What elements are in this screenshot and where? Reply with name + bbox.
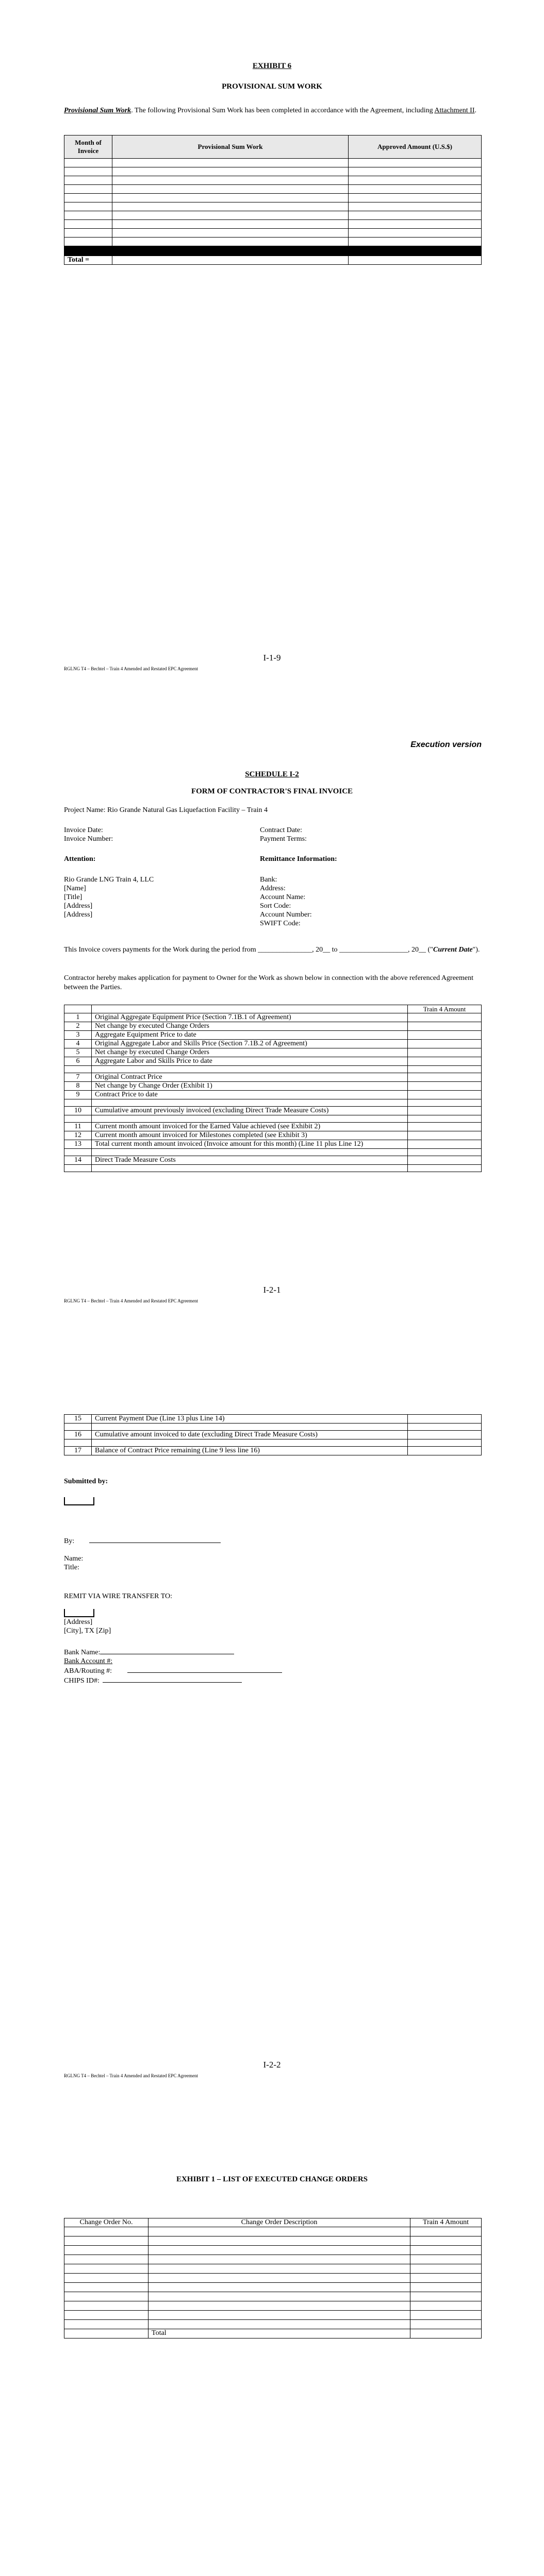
table-row: [64, 1031, 482, 1040]
table-row: [64, 1131, 482, 1140]
execution-version: Execution version: [410, 740, 482, 749]
table-row: [64, 2246, 482, 2255]
line-number: [64, 1165, 92, 1172]
chips-line[interactable]: [103, 1675, 242, 1683]
table-cell[interactable]: [149, 2264, 410, 2274]
title-label: Title:: [64, 1564, 79, 1571]
table-cell[interactable]: [64, 2246, 149, 2255]
table-row: [64, 1165, 482, 1172]
contract-fields: [260, 826, 307, 843]
table-header-row: [64, 2218, 482, 2227]
line-description: Original Aggregate Labor and Skills Price (Section 7.1B.2 of Agreement): [92, 1040, 408, 1048]
line-amount[interactable]: [408, 1165, 482, 1172]
table-cell[interactable]: [64, 2255, 149, 2264]
line-description: [92, 1423, 408, 1431]
table-row: [64, 1073, 482, 1082]
separator-row: [64, 246, 482, 256]
table-row: [64, 202, 482, 211]
table-row: [64, 1107, 482, 1115]
table-cell[interactable]: [64, 2274, 149, 2283]
line-description: Current month amount invoiced for the Earned Value achieved (see Exhibit 2): [92, 1123, 408, 1131]
remit-heading: REMIT VIA WIRE TRANSFER TO:: [64, 1592, 173, 1600]
invoice-fields: [64, 826, 113, 843]
line-number: 13: [64, 1140, 92, 1149]
line-description: [92, 1439, 408, 1447]
total-label: Total: [149, 2329, 410, 2338]
line-number: [64, 1439, 92, 1447]
line-amount[interactable]: [408, 1048, 482, 1057]
line-amount[interactable]: [408, 1123, 482, 1131]
table-cell[interactable]: [64, 2264, 149, 2274]
project-name: Project Name: Rio Grande Natural Gas Liquefaction Facility – Train 4: [64, 806, 268, 814]
line-number: 2: [64, 1022, 92, 1031]
table-row: [64, 1066, 482, 1073]
table-cell[interactable]: [410, 2301, 482, 2311]
address-line: [Address]: [64, 1618, 93, 1626]
line-number: 7: [64, 1073, 92, 1082]
line-description: Original Contract Price: [92, 1073, 408, 1082]
table-cell[interactable]: [410, 2255, 482, 2264]
table-row: [64, 1439, 482, 1447]
col-train-amount: Train 4 Amount: [408, 1005, 482, 1013]
by-signature-line[interactable]: [89, 1535, 221, 1543]
provisional-sum-table: [64, 135, 482, 265]
remit-line: Account Name:: [260, 893, 306, 901]
col-description: Change Order Description: [149, 2218, 410, 2227]
table-row: [64, 1149, 482, 1156]
chips-row: [64, 1675, 282, 1685]
table-row: [64, 2283, 482, 2292]
line-amount[interactable]: [408, 1415, 482, 1423]
line-description: Cumulative amount previously invoiced (excluding Direct Trade Measure Costs): [92, 1107, 408, 1115]
table-cell[interactable]: [410, 2311, 482, 2320]
covers-text-a: This Invoice covers payments for the Work during the period from _______________, 20__ to ___________________, 20__ (": [64, 946, 433, 954]
table-row: [64, 176, 482, 185]
total-row: [64, 2329, 482, 2338]
line-amount[interactable]: [408, 1439, 482, 1447]
col-work: Provisional Sum Work: [112, 135, 349, 159]
table-cell[interactable]: [149, 2246, 410, 2255]
attention-heading: Attention:: [64, 855, 96, 863]
line-amount[interactable]: [408, 1115, 482, 1123]
invoice-rows: [64, 1415, 482, 1455]
line-number: 12: [64, 1131, 92, 1140]
attn-line: [Title]: [64, 893, 83, 901]
table-cell[interactable]: [410, 2320, 482, 2329]
table-cell[interactable]: [149, 2236, 410, 2246]
invoice-table: [64, 1005, 482, 1172]
line-number: [64, 1066, 92, 1073]
invoice-number: Invoice Number:: [64, 835, 113, 843]
table-row: [64, 1091, 482, 1099]
line-number: [64, 1149, 92, 1156]
line-amount[interactable]: [408, 1073, 482, 1082]
line-description: Direct Trade Measure Costs: [92, 1156, 408, 1165]
line-amount[interactable]: [408, 1066, 482, 1073]
bank-account-label: Bank Account #:: [64, 1657, 113, 1665]
payment-terms: Payment Terms:: [260, 835, 307, 843]
line-description: Net change by Change Order (Exhibit 1): [92, 1082, 408, 1091]
line-number: 1: [64, 1013, 92, 1022]
wire-address: [64, 1618, 111, 1635]
table-row: [64, 220, 482, 229]
table-cell[interactable]: [149, 2311, 410, 2320]
line-description: [92, 1165, 408, 1172]
table-cell[interactable]: [149, 2274, 410, 2283]
table-row: [64, 194, 482, 202]
line-description: Current month amount invoiced for Milestones completed (see Exhibit 3): [92, 1131, 408, 1140]
line-amount[interactable]: [408, 1447, 482, 1455]
table-row: [64, 167, 482, 176]
line-number: 16: [64, 1431, 92, 1439]
attention-block: [64, 875, 154, 919]
line-amount[interactable]: [408, 1423, 482, 1431]
table-row: [64, 229, 482, 238]
table-cell[interactable]: [64, 2301, 149, 2311]
table-row: [64, 1040, 482, 1048]
remit-line: Sort Code:: [260, 902, 291, 910]
table-row: [64, 2292, 482, 2301]
chips-label: CHIPS ID#:: [64, 1677, 100, 1685]
line-number: 8: [64, 1082, 92, 1091]
line-description: Current Payment Due (Line 13 plus Line 14): [92, 1415, 408, 1423]
table-cell[interactable]: [64, 2320, 149, 2329]
line-description: Total current month amount invoiced (Invoice amount for this month) (Line 11 plus Line 12): [92, 1140, 408, 1149]
table-row: [64, 1415, 482, 1423]
table-row: [64, 2255, 482, 2264]
intro-end: .: [474, 107, 476, 114]
table-cell[interactable]: [410, 2264, 482, 2274]
table-row: [64, 2301, 482, 2311]
table-cell[interactable]: [410, 2292, 482, 2301]
line-amount[interactable]: [408, 1156, 482, 1165]
remit-line: Bank:: [260, 876, 277, 884]
line-number: 6: [64, 1057, 92, 1066]
remittance-block: [260, 875, 312, 928]
table-cell[interactable]: [64, 2292, 149, 2301]
exhibit-1-title: EXHIBIT 1 – LIST OF EXECUTED CHANGE ORDERS: [176, 2175, 368, 2183]
application-paragraph: Contractor hereby makes application for payment to Owner for the Work as shown below in connection with the above referenced Agreement between the Parties.: [64, 974, 474, 991]
bank-account-row: [64, 1657, 282, 1666]
table-cell[interactable]: [410, 2274, 482, 2283]
table-cell[interactable]: [64, 2227, 149, 2236]
table-row: [64, 2320, 482, 2329]
page-number: I-2-2: [263, 2060, 281, 2070]
attn-line: [Address]: [64, 911, 93, 919]
table-row: [64, 2274, 482, 2283]
line-amount[interactable]: [408, 1131, 482, 1140]
by-line: [64, 1535, 221, 1546]
change-orders-table: [64, 2218, 482, 2338]
table-cell[interactable]: [64, 2236, 149, 2246]
table-row: [64, 211, 482, 220]
remit-line: Account Number:: [260, 911, 312, 919]
signature-box: [64, 1497, 94, 1508]
line-description: [92, 1066, 408, 1073]
table-row: [64, 1423, 482, 1431]
line-number: 11: [64, 1123, 92, 1131]
table-cell[interactable]: [410, 2227, 482, 2236]
bank-name-label: Bank Name:: [64, 1649, 101, 1656]
line-number: 4: [64, 1040, 92, 1048]
total-row: [64, 256, 482, 265]
col-change-order-no: Change Order No.: [64, 2218, 149, 2227]
line-description: [92, 1149, 408, 1156]
aba-label: ABA/Routing #:: [64, 1667, 112, 1675]
table-cell[interactable]: [410, 2236, 482, 2246]
table-row: [64, 1156, 482, 1165]
line-description: [92, 1115, 408, 1123]
line-number: [64, 1099, 92, 1107]
covers-paragraph: [64, 945, 482, 955]
line-description: [92, 1099, 408, 1107]
line-number: [64, 1115, 92, 1123]
table-row: [64, 1022, 482, 1031]
table-cell[interactable]: [410, 2246, 482, 2255]
footer-text: RGLNG T4 – Bechtel – Train 4 Amended and Restated EPC Agreement: [64, 2073, 199, 2078]
page-number: I-1-9: [263, 653, 281, 663]
line-amount[interactable]: [408, 1082, 482, 1091]
table-row: [64, 185, 482, 194]
total-label: Total =: [64, 256, 112, 265]
line-amount[interactable]: [408, 1099, 482, 1107]
aba-row: [64, 1666, 282, 1675]
line-amount[interactable]: [408, 1431, 482, 1439]
table-row: [64, 1099, 482, 1107]
wire-fields: [64, 1647, 282, 1685]
schedule-heading: SCHEDULE I-2: [245, 770, 299, 778]
table-row: [64, 1057, 482, 1066]
current-date-term: Current Date: [433, 946, 473, 954]
line-amount[interactable]: [408, 1057, 482, 1066]
table-cell[interactable]: [149, 2255, 410, 2264]
line-description: Net change by executed Change Orders: [92, 1048, 408, 1057]
line-number: 14: [64, 1156, 92, 1165]
attachment-link[interactable]: Attachment II: [434, 107, 475, 114]
col-month: Month of Invoice: [64, 135, 112, 159]
signer-fields: [64, 1554, 83, 1572]
line-description: Contract Price to date: [92, 1091, 408, 1099]
table-cell[interactable]: [149, 2283, 410, 2292]
submitted-by: Submitted by:: [64, 1478, 108, 1485]
attn-line: [Name]: [64, 885, 86, 892]
intro-paragraph: [64, 106, 482, 115]
col-amount: Approved Amount (U.S.$): [349, 135, 482, 159]
invoice-date: Invoice Date:: [64, 826, 103, 834]
table-row: [64, 1123, 482, 1131]
page-title: PROVISIONAL SUM WORK: [222, 82, 322, 91]
table-row: [64, 1431, 482, 1439]
table-cell[interactable]: [149, 2227, 410, 2236]
table-row: [64, 2264, 482, 2274]
table-cell[interactable]: [64, 2283, 149, 2292]
bank-name-row: [64, 1647, 282, 1657]
line-amount[interactable]: [408, 1091, 482, 1099]
table-row: [64, 2227, 482, 2236]
table-row: [64, 1447, 482, 1455]
table-cell[interactable]: [149, 2292, 410, 2301]
covers-text-b: ").: [472, 946, 480, 954]
table-cell[interactable]: [64, 2311, 149, 2320]
line-description: Net change by executed Change Orders: [92, 1022, 408, 1031]
line-description: Aggregate Labor and Skills Price to date: [92, 1057, 408, 1066]
line-description: Original Aggregate Equipment Price (Section 7.1B.1 of Agreement): [92, 1013, 408, 1022]
table-cell[interactable]: [410, 2283, 482, 2292]
table-row: [64, 238, 482, 246]
line-number: 17: [64, 1447, 92, 1455]
table-header-row: [64, 1005, 482, 1013]
line-description: Aggregate Equipment Price to date: [92, 1031, 408, 1040]
line-amount[interactable]: [408, 1013, 482, 1022]
table-row: [64, 1048, 482, 1057]
contract-date: Contract Date:: [260, 826, 303, 834]
aba-line[interactable]: [127, 1666, 282, 1673]
table-row: [64, 1115, 482, 1123]
line-number: 3: [64, 1031, 92, 1040]
invoice-table-continued: [64, 1414, 482, 1455]
line-amount[interactable]: [408, 1107, 482, 1115]
footer-text: RGLNG T4 – Bechtel – Train 4 Amended and Restated EPC Agreement: [64, 1298, 199, 1303]
invoice-rows: [64, 1013, 482, 1172]
change-order-rows: [64, 2227, 482, 2329]
line-description: Cumulative amount invoiced to date (excluding Direct Trade Measure Costs): [92, 1431, 408, 1439]
line-amount[interactable]: [408, 1031, 482, 1040]
attn-line: Rio Grande LNG Train 4, LLC: [64, 876, 154, 884]
exhibit-heading: EXHIBIT 6: [252, 62, 292, 70]
intro-rest: . The following Provisional Sum Work has been completed in accordance with the Agreement, including: [131, 107, 435, 114]
attn-line: [Address]: [64, 902, 93, 910]
line-number: 5: [64, 1048, 92, 1057]
line-amount[interactable]: [408, 1149, 482, 1156]
table-row: [64, 1013, 482, 1022]
line-number: 15: [64, 1415, 92, 1423]
line-description: Balance of Contract Price remaining (Line 9 less line 16): [92, 1447, 408, 1455]
bank-name-line[interactable]: [100, 1647, 234, 1654]
table-row: [64, 159, 482, 167]
table-cell[interactable]: [149, 2301, 410, 2311]
line-amount[interactable]: [408, 1140, 482, 1149]
table-row: [64, 2311, 482, 2320]
col-amount: Train 4 Amount: [410, 2218, 482, 2227]
table-row: [64, 1140, 482, 1149]
by-label: By:: [64, 1537, 75, 1545]
city-line: [City], TX [Zip]: [64, 1627, 111, 1635]
intro-italic: Provisional Sum Work: [64, 107, 131, 114]
invoice-title: FORM OF CONTRACTOR'S FINAL INVOICE: [191, 787, 353, 795]
line-number: 9: [64, 1091, 92, 1099]
table-row: [64, 2236, 482, 2246]
line-amount[interactable]: [408, 1040, 482, 1048]
table-row: [64, 1082, 482, 1091]
remit-line: SWIFT Code:: [260, 920, 301, 927]
table-cell[interactable]: [149, 2320, 410, 2329]
footer-text: RGLNG T4 – Bechtel – Train 4 Amended and Restated EPC Agreement: [64, 666, 199, 671]
remit-line: Address:: [260, 885, 286, 892]
name-label: Name:: [64, 1555, 84, 1563]
page-number: I-2-1: [263, 1285, 281, 1295]
line-number: 10: [64, 1107, 92, 1115]
line-number: [64, 1423, 92, 1431]
line-amount[interactable]: [408, 1022, 482, 1031]
remittance-heading: Remittance Information:: [260, 855, 337, 863]
